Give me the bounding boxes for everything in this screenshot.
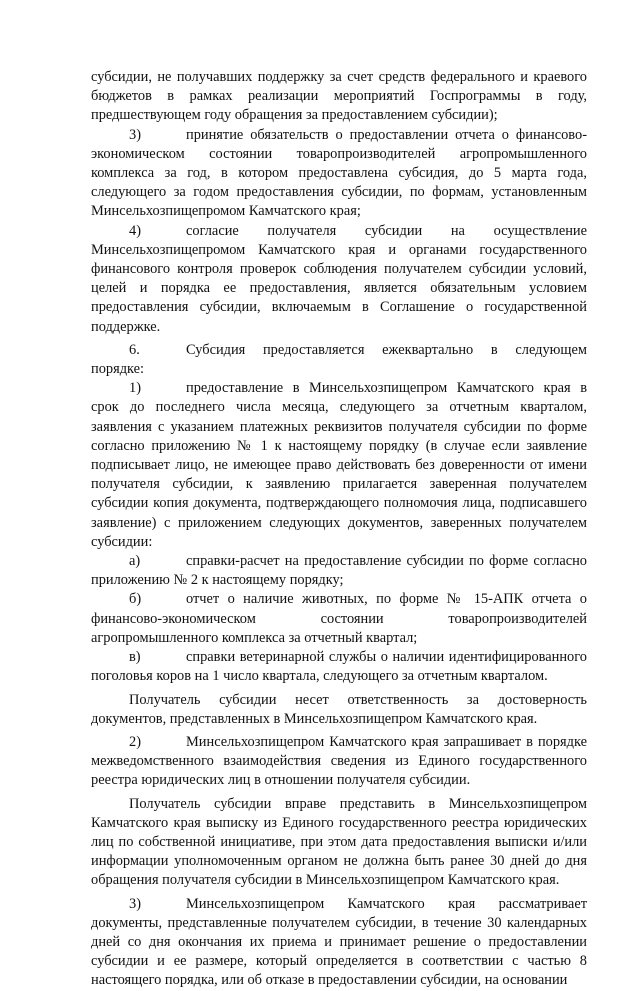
- paragraph-responsibility: [91, 691, 587, 729]
- paragraph-text: Получатель субсидии вправе представить в Минсельхозпищепром Камчатского края выписку из Единого государственного реестра юридических лиц по собственной инициативе, при этом дата предоставления выписки и/или информации уполномоченным органом не должна быть ранее 30 дней до дня обращения получателя субсидии в Минсельхозпищепром Камчатского края.: [91, 795, 587, 889]
- paragraph-text: отчет о наличие животных, по форме № 15-АПК отчета о финансово-экономическом состоянии товаропроизводителей агропромышленного комплекса за отчетный квартал;: [91, 591, 587, 646]
- item-number: 3): [129, 895, 141, 912]
- item-number: 3): [129, 126, 141, 143]
- paragraph-text: Субсидия предоставляется ежеквартально в следующем порядке:: [91, 341, 587, 378]
- list-item-6-3-review: [91, 895, 587, 991]
- item-letter: в): [129, 649, 141, 666]
- paragraph-text: согласие получателя субсидии на осуществление Минсельхозпищепромом Камчатского края и органами государственного финансового контроля проверок соблюдения получателем субсидии условий, целей и порядка ее предоставления, является обязательным условием предоставления субсидии, включаемым в Соглашение о государственной поддержке.: [91, 222, 587, 335]
- section-6-heading: [91, 341, 587, 379]
- paragraph-text: Минсельхозпищепром Камчатского края запрашивает в порядке межведомственного взаимодействия сведения из Единого государственного реестра юридических лиц в отношении получателя субсидии.: [91, 733, 587, 789]
- list-item-6-2-interagency-request: [91, 733, 587, 791]
- sub-item-v: [91, 648, 587, 686]
- item-number: 4): [129, 222, 141, 239]
- paragraph-text: справки-расчет на предоставление субсидии по форме согласно приложению № 2 к настоящему порядку;: [91, 553, 587, 589]
- paragraph-text: Минсельхозпищепром Камчатского края рассматривает документы, представленные получателем субсидии, в течение 30 календарных дней со дня окончания их приема и принимает решение о предоставлении субсидии и ее размере, который определяется в соответствии с частью 8 настоящего порядка, или об отказе в предоставлении субсидии, на основании: [91, 895, 587, 989]
- sub-item-b: [91, 590, 587, 648]
- document-page: [91, 68, 587, 991]
- paragraph-applicant-right: [91, 795, 587, 891]
- paragraph-text: принятие обязательств о предоставлении отчета о финансово-экономическом состоянии товаропроизводителей агропромышленного комплекса за год, в котором предоставлена субсидия, до 5 марта года, следующего за годом предоставления субсидии, по формам, установленным Минсельхозпищепромом Камчатского края;: [91, 126, 587, 220]
- item-letter: б): [129, 591, 142, 608]
- item-number: 1): [129, 380, 141, 397]
- list-item-3-reporting-obligation: [91, 126, 587, 222]
- paragraph-text: Получатель субсидии несет ответственность за достоверность документов, представленных в Минсельхозпищепром Камчатского края.: [91, 691, 587, 727]
- sub-item-a: [91, 552, 587, 590]
- item-number: 2): [129, 733, 141, 750]
- paragraph-text: предоставление в Минсельхозпищепром Камчатского края в срок до последнего числа месяца, следующего за отчетным кварталом, заявления с указанием платежных реквизитов получателя субсидии по форме согласно приложению № 1 к настоящему порядку (в случае если заявление подписывает лицо, не имеющее право действовать без доверенности от имени получателя субсидии, к заявлению прилагается заверенная получателем субсидии копия документа, подтверждающего полномочия лица, подписавшего заявление) с приложением следующих документов, заверенных получателем субсидии:: [91, 380, 587, 550]
- item-letter: а): [129, 553, 141, 570]
- paragraph-text: справки ветеринарной службы о наличии идентифицированного поголовья коров на 1 число квартала, следующего за отчетным кварталом.: [91, 649, 587, 685]
- section-number: 6.: [129, 341, 140, 358]
- list-item-4-inspection-consent: [91, 222, 587, 337]
- list-item-6-1-application: [91, 379, 587, 552]
- paragraph-text: субсидии, не получавших поддержку за счет средств федерального и краевого бюджетов в рамках реализации мероприятий Госпрограммы в году, предшествующем году обращения за предоставлением субсидии);: [91, 69, 587, 124]
- paragraph-continuation: [91, 68, 587, 126]
